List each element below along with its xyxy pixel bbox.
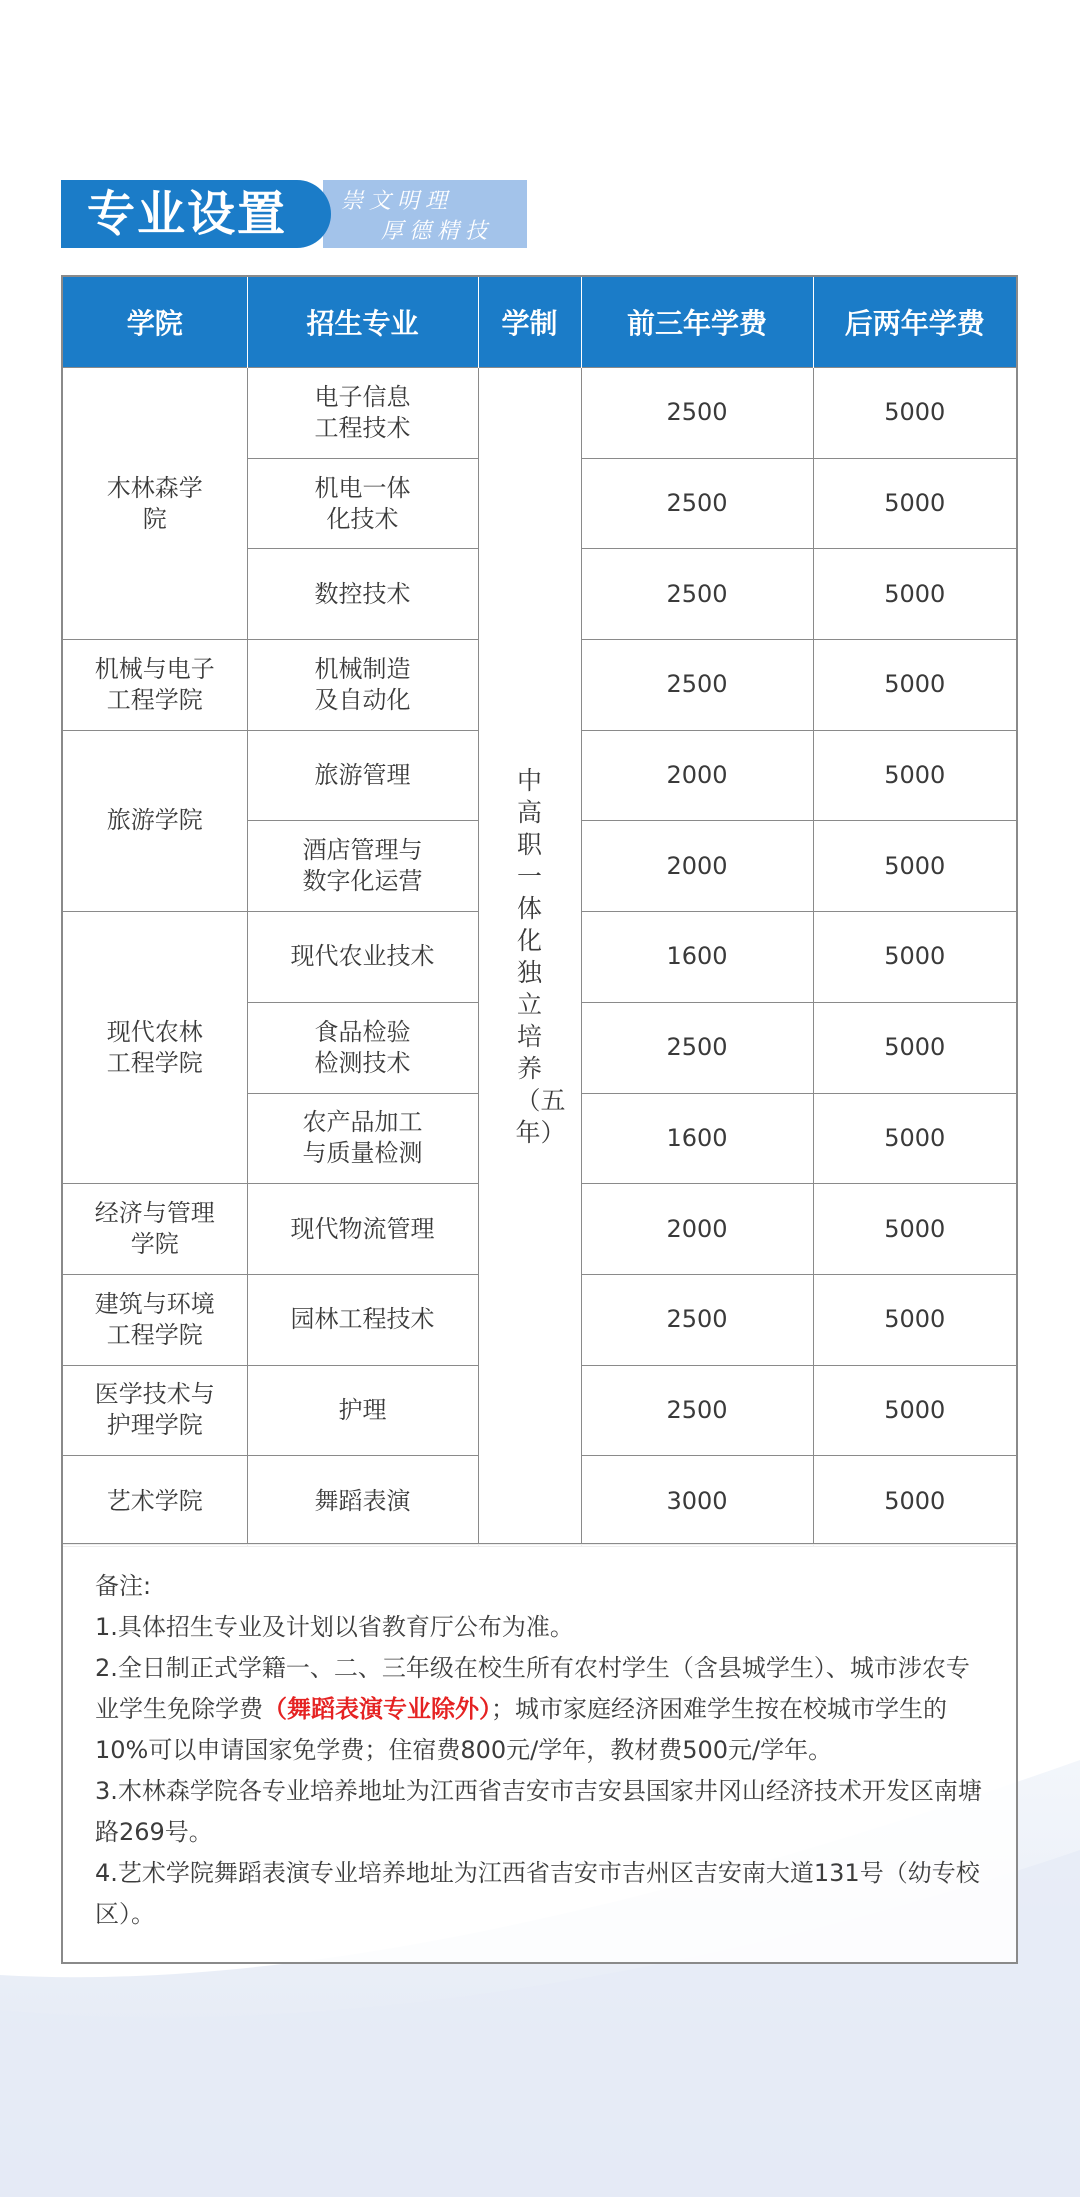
major-name: 电子信息工程技术 [314, 382, 411, 442]
table-header-row [63, 277, 1016, 368]
fee-last-cell: 5000 [813, 912, 1016, 1003]
fee-first-cell: 2000 [581, 1184, 813, 1275]
major-name: 现代物流管理 [290, 1214, 435, 1243]
major-name: 舞蹈表演 [314, 1486, 411, 1515]
college-cell [63, 368, 247, 640]
major-name: 食品检验检测技术 [314, 1017, 411, 1077]
major-name: 机械制造及自动化 [314, 654, 411, 714]
fee-last-cell: 5000 [813, 1456, 1016, 1547]
fee-last-cell: 5000 [813, 549, 1016, 640]
fee-last-cell: 5000 [813, 368, 1016, 459]
fee-first-cell: 2500 [581, 1002, 813, 1093]
majors-table [61, 275, 1018, 1545]
major-name: 旅游管理 [314, 761, 411, 790]
col-header-schooling: 学制 [478, 277, 581, 368]
college-name: 艺术学院 [106, 1486, 203, 1515]
major-cell [247, 549, 478, 640]
slogan-line-2: 厚德精技 [381, 219, 494, 244]
notes-title: 备注: [95, 1572, 152, 1600]
notes-section [61, 1544, 1018, 1964]
major-cell [247, 640, 478, 731]
college-name: 经济与管理学院 [94, 1199, 215, 1259]
fee-first-cell: 2500 [581, 1274, 813, 1365]
col-header-fee-last: 后两年学费 [813, 277, 1016, 368]
fee-first-cell: 2000 [581, 821, 813, 912]
fee-first-cell: 3000 [581, 1456, 813, 1547]
college-cell [63, 1184, 247, 1275]
fee-first-cell: 1600 [581, 912, 813, 1003]
note-item-4: 4.艺术学院舞蹈表演专业培养地址为江西省吉安市吉州区吉安南大道131号（幼专校区）。 [95, 1859, 980, 1928]
table-row [63, 368, 1016, 459]
fee-first-cell: 2500 [581, 1365, 813, 1456]
major-name: 现代农业技术 [290, 942, 435, 971]
college-cell [63, 1456, 247, 1547]
college-cell [63, 912, 247, 1184]
major-cell [247, 912, 478, 1003]
major-cell [247, 458, 478, 549]
college-cell [63, 1365, 247, 1456]
major-cell [247, 368, 478, 459]
fee-last-cell: 5000 [813, 730, 1016, 821]
fee-first-cell: 1600 [581, 1093, 813, 1184]
fee-first-cell: 2000 [581, 730, 813, 821]
section-header [61, 180, 527, 248]
major-name: 酒店管理与数字化运营 [302, 836, 423, 896]
college-name: 医学技术与护理学院 [94, 1380, 215, 1440]
fee-last-cell: 5000 [813, 1274, 1016, 1365]
fee-first-cell: 2500 [581, 549, 813, 640]
note-item-2-text-b: ；城市家庭经济困难学生按在校城市学生的10%可以申请国家免学费；住宿费800元/学年，教材费500元/学年。 [95, 1695, 947, 1764]
major-name: 园林工程技术 [290, 1305, 435, 1334]
col-header-fee-first: 前三年学费 [581, 277, 813, 368]
college-cell [63, 640, 247, 731]
college-name: 机械与电子工程学院 [94, 654, 215, 714]
fee-last-cell: 5000 [813, 1093, 1016, 1184]
col-header-major: 招生专业 [247, 277, 478, 368]
note-item-1: 1.具体招生专业及计划以省教育厅公布为准。 [95, 1613, 574, 1641]
major-name: 农产品加工与质量检测 [302, 1108, 423, 1168]
fee-first-cell: 2500 [581, 640, 813, 731]
college-name: 建筑与环境工程学院 [94, 1289, 215, 1349]
note-item-3: 3.木林森学院各专业培养地址为江西省吉安市吉安县国家井冈山经济技术开发区南塘路269号。 [95, 1777, 982, 1846]
note-item-2-text-a: 2.全日制正式学籍一、二、三年级在校生所有农村学生（含县城学生）、城市涉农专业学生免除学费 [95, 1654, 970, 1723]
fee-last-cell: 5000 [813, 821, 1016, 912]
major-cell [247, 730, 478, 821]
major-name: 机电一体化技术 [314, 473, 411, 533]
college-cell [63, 1274, 247, 1365]
slogan-line-1: 崇文明理 [341, 189, 454, 214]
fee-last-cell: 5000 [813, 1002, 1016, 1093]
college-name: 现代农林工程学院 [106, 1017, 203, 1077]
fee-last-cell: 5000 [813, 640, 1016, 731]
schooling-cell [478, 368, 581, 1547]
slogan-banner [323, 180, 527, 248]
major-name: 数控技术 [314, 579, 411, 608]
major-cell [247, 1456, 478, 1547]
major-cell [247, 1184, 478, 1275]
fee-last-cell: 5000 [813, 458, 1016, 549]
fee-first-cell: 2500 [581, 458, 813, 549]
fee-last-cell: 5000 [813, 1365, 1016, 1456]
major-cell [247, 1093, 478, 1184]
note-item-2-highlight: （舞蹈表演专业除外） [263, 1695, 491, 1723]
major-cell [247, 1002, 478, 1093]
major-cell [247, 821, 478, 912]
college-name: 旅游学院 [106, 806, 203, 835]
college-name: 木林森学院 [106, 473, 203, 533]
fee-first-cell: 2500 [581, 368, 813, 459]
major-cell [247, 1274, 478, 1365]
major-cell [247, 1365, 478, 1456]
college-cell [63, 730, 247, 911]
page-title: 专业设置 [61, 180, 331, 248]
major-name: 护理 [338, 1395, 387, 1424]
note-item-2 [95, 1648, 986, 1771]
schooling-text: 中高职一体化独立培养（五年） [515, 765, 566, 1147]
col-header-college: 学院 [63, 277, 247, 368]
fee-last-cell: 5000 [813, 1184, 1016, 1275]
